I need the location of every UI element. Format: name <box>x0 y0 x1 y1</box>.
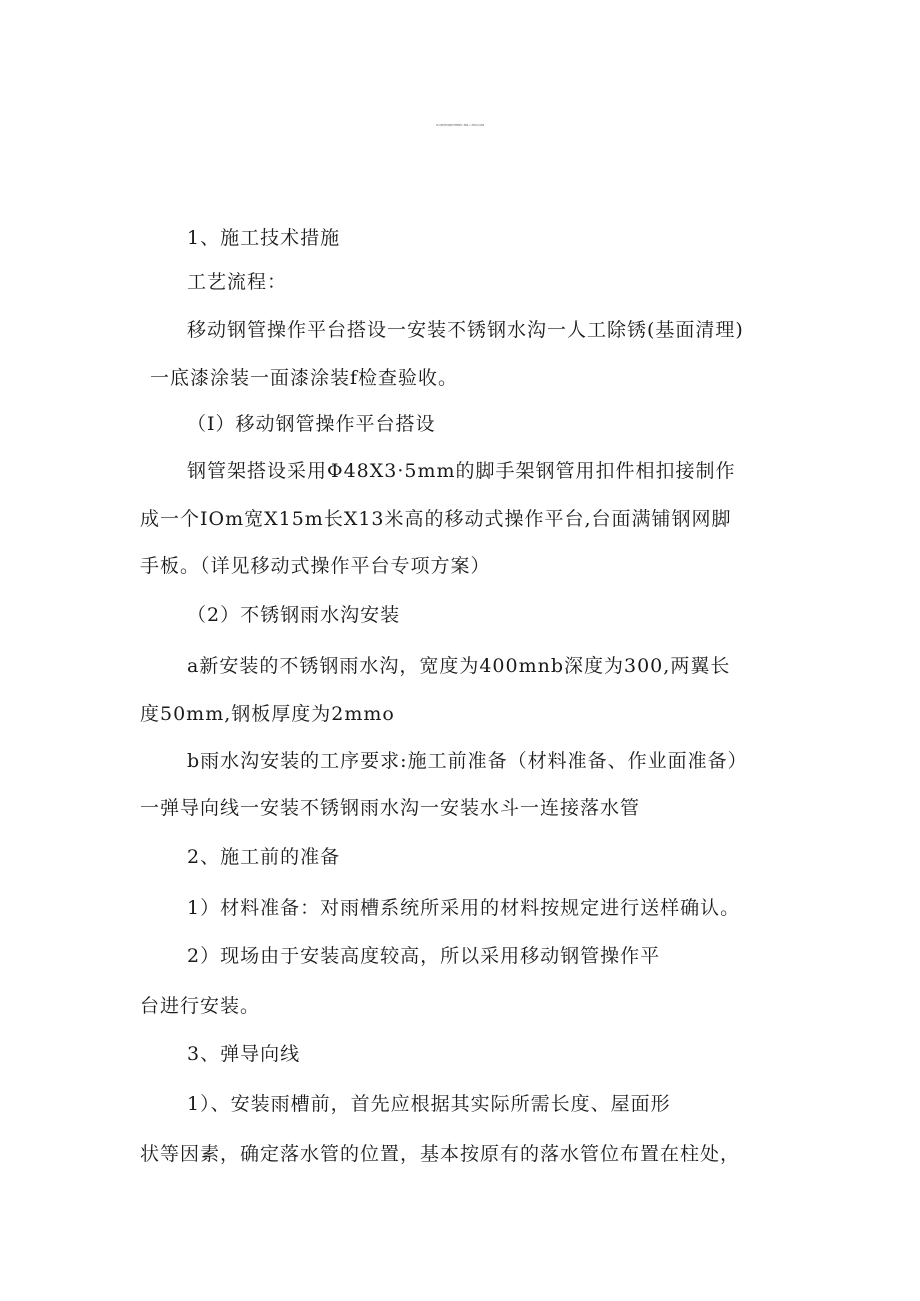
paragraph-line: 一底漆涂装一面漆涂装f检查验收。 <box>150 367 459 389</box>
document-title: 幼儿园维修改造项目风雨操场工程施工方案及技术措施 <box>435 125 484 127</box>
paragraph-line: 钢管架搭设采用Φ48X3·5mm的脚手架钢管用扣件相扣接制作 <box>187 460 736 482</box>
paragraph-line: 手板。（详见移动式操作平台专项方案） <box>140 555 491 577</box>
section-heading-2: 2、施工前的准备 <box>187 846 341 868</box>
subsection-heading: （I）移动钢管操作平台搭设 <box>187 413 436 435</box>
paragraph-line: 成一个IOm宽X15m长X13米高的移动式操作平台,台面满铺钢网脚 <box>140 508 732 530</box>
paragraph-line: 台进行安装。 <box>140 995 261 1017</box>
paragraph-line: b雨水沟安装的工序要求:施工前准备（材料准备、作业面准备） <box>187 750 748 772</box>
section-heading-1: 1、施工技术措施 <box>187 227 341 249</box>
paragraph-line: 1）材料准备：对雨槽系统所采用的材料按规定进行送样确认。 <box>187 897 741 919</box>
section-heading-3: 3、弹导向线 <box>187 1043 301 1065</box>
paragraph-line: 一弹导向线一安装不锈钢雨水沟一安装水斗一连接落水管 <box>140 797 641 819</box>
paragraph-line: 度50mm,钢板厚度为2mmo <box>140 703 395 725</box>
paragraph-line: 工艺流程： <box>187 271 288 293</box>
paragraph-line: 1）、安装雨槽前，首先应根据其实际所需长度、屋面形 <box>187 1093 671 1115</box>
paragraph-line: 状等因素，确定落水管的位置，基本按原有的落水管位布置在柱处， <box>140 1143 741 1165</box>
paragraph-line: a新安装的不锈钢雨水沟，宽度为400mnb深度为300,两翼长 <box>187 655 731 677</box>
paragraph-line: 移动钢管操作平台搭设一安装不锈钢水沟一人工除锈(基面清理) <box>187 319 744 341</box>
subsection-heading: （2）不锈钢雨水沟安装 <box>187 604 401 626</box>
paragraph-line: 2）现场由于安装高度较高，所以采用移动钢管操作平 <box>187 945 661 967</box>
